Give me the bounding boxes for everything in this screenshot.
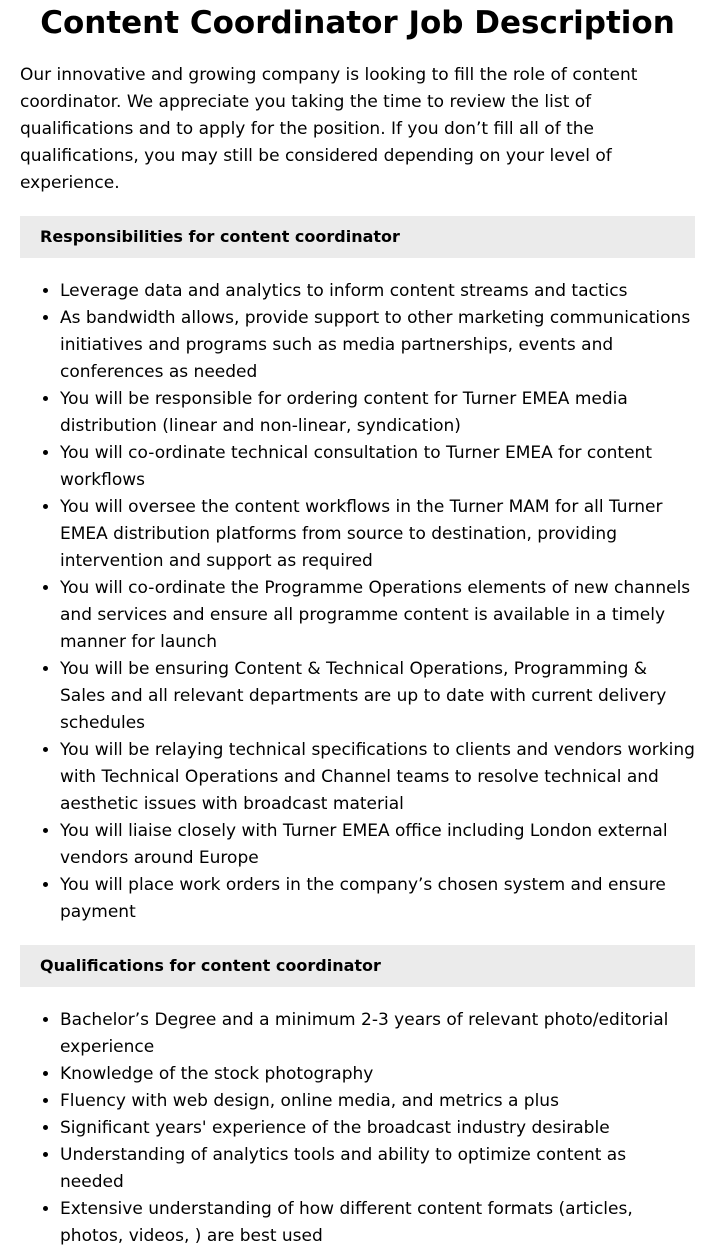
list-item: • Extensive understanding of how different content formats (articles, photos, videos, ) are best used — [60, 1196, 695, 1250]
list-item: • You will be responsible for ordering content for Turner EMEA media distribution (linear and non-linear, syndication) — [60, 386, 695, 440]
list-item: • You will co-ordinate technical consultation to Turner EMEA for content workflows — [60, 440, 695, 494]
list-item: • You will co-ordinate the Programme Operations elements of new channels and services and ensure all programme content is available in a timely manner for launch — [60, 575, 695, 656]
list-item: • You will place work orders in the company’s chosen system and ensure payment — [60, 872, 695, 926]
list-item: • Bachelor’s Degree and a minimum 2-3 years of relevant photo/editorial experience — [60, 1007, 695, 1061]
list-item: • You will oversee the content workflows in the Turner MAM for all Turner EMEA distribution platforms from source to destination, providing intervention and support as required — [60, 494, 695, 575]
list-item: • You will liaise closely with Turner EMEA office including London external vendors around Europe — [60, 818, 695, 872]
qualifications-heading: Qualifications for content coordinator — [20, 945, 695, 987]
page-title: Content Coordinator Job Description — [40, 5, 675, 41]
qualifications-list — [20, 1007, 695, 1250]
list-item: • Understanding of analytics tools and ability to optimize content as needed — [60, 1142, 695, 1196]
responsibilities-list — [20, 278, 695, 926]
list-item: • Knowledge of the stock photography — [60, 1061, 695, 1088]
list-item: • As bandwidth allows, provide support to other marketing communications initiatives and programs such as media partnerships, events and conferences as needed — [60, 305, 695, 386]
list-item: • Leverage data and analytics to inform content streams and tactics — [60, 278, 695, 305]
list-item: • Fluency with web design, online media, and metrics a plus — [60, 1088, 695, 1115]
list-item: • Significant years' experience of the broadcast industry desirable — [60, 1115, 695, 1142]
intro-paragraph: Our innovative and growing company is looking to fill the role of content coordinator. We appreciate you taking the time to review the list of qualifications and to apply for the position. If you don’t fill all of the qualifications, you may still be considered depending on your level of experience. — [20, 65, 638, 193]
list-item: • You will be ensuring Content & Technical Operations, Programming & Sales and all relevant departments are up to date with current delivery schedules — [60, 656, 695, 737]
responsibilities-heading: Responsibilities for content coordinator — [20, 216, 695, 258]
list-item: • You will be relaying technical specifications to clients and vendors working with Technical Operations and Channel teams to resolve technical and aesthetic issues with broadcast material — [60, 737, 695, 818]
